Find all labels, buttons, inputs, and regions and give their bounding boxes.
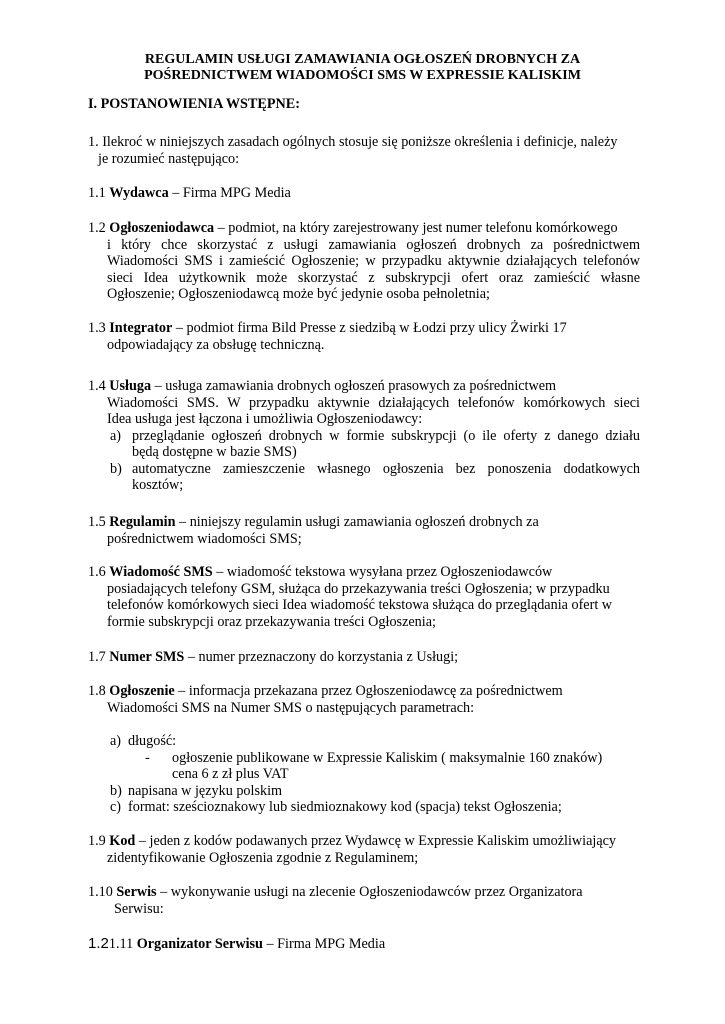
item-text: – usługa zamawiania drobnych ogłoszeń prasowych za pośrednictwem <box>151 378 557 394</box>
dash-label: - <box>145 749 150 766</box>
item-line: Wiadomości SMS i zamieścić Ogłoszenie; w przypadku aktywnie działających telefonów <box>107 253 640 269</box>
sub-item-dash <box>88 750 640 783</box>
intro-line-2: je rozumieć następująco: <box>98 150 240 167</box>
document-title <box>90 52 635 84</box>
definition-1-6 <box>88 564 640 630</box>
sub-item-a <box>88 428 640 461</box>
item-number: 1.8 <box>88 683 110 699</box>
item-text: – informacja przekazana przez Ogłoszeniodawcę za pośrednictwem <box>174 683 563 699</box>
sub-item-label: a) <box>110 733 122 749</box>
item-line: posiadających telefony GSM, służąca do przekazywania treści Ogłoszenia; w przypadku <box>107 580 610 597</box>
item-text: – podmiot, na który zarejestrowany jest numer telefonu komórkowego <box>214 220 618 236</box>
sub-item-label: c) <box>110 799 122 815</box>
item-line: Wiadomości SMS na Numer SMS o następujących parametrach: <box>107 699 475 716</box>
sub-item-line: długość: <box>128 733 177 749</box>
item-line: Ogłoszenie; Ogłoszeniodawcą może być jedynie osoba pełnoletnia; <box>107 286 490 302</box>
item-text: – numer przeznaczony do korzystania z Usługi; <box>184 649 459 665</box>
definition-1-10 <box>88 884 640 917</box>
item-text: – Firma MPG Media <box>262 936 386 952</box>
list-prefix: 1.2 <box>88 935 109 952</box>
item-term: Numer SMS <box>109 649 185 665</box>
dash-line: ogłoszenie publikowane w Expressie Kaliskim ( maksymalnie 160 znaków) <box>172 749 603 766</box>
definition-1-2 <box>88 220 640 303</box>
item-term: Wydawca <box>109 185 169 201</box>
item-number: 1.2 <box>88 220 110 236</box>
item-term: Serwis <box>116 884 157 900</box>
item-text: – niniejszy regulamin usługi zamawiania ogłoszeń drobnych za <box>175 514 539 530</box>
definition-1-11 <box>88 936 640 953</box>
item-line: telefonów komórkowych sieci Idea wiadomość tekstowa służąca do przeglądania ofert w <box>107 597 613 613</box>
item-number: 1.11 <box>108 936 137 952</box>
item-number: 1.7 <box>88 649 110 665</box>
item-number: 1.10 <box>88 884 117 900</box>
definition-1-5 <box>88 514 640 547</box>
item-text: – jeden z kodów podawanych przez Wydawcę w Expressie Kaliskim umożliwiający <box>135 833 617 849</box>
sub-item-c <box>88 799 640 816</box>
item-line: sieci Idea użytkownik może skorzystać z subskrypcji ofert oraz zamieścić własne <box>107 269 640 286</box>
sub-item-b <box>88 783 640 800</box>
sub-item-line: format: sześcioznakowy lub siedmioznakowy kod (spacja) tekst Ogłoszenia; <box>128 799 562 815</box>
item-line: odpowiadający za obsługę techniczną. <box>107 336 325 353</box>
item-number: 1.4 <box>88 378 110 394</box>
definition-1-8 <box>88 683 640 816</box>
item-number: 1.5 <box>88 514 110 530</box>
intro-paragraph <box>88 134 640 167</box>
item-number: 1.6 <box>88 564 110 580</box>
definition-1-4 <box>88 378 640 494</box>
sub-item-a <box>88 733 640 750</box>
item-line: formie subskrypcji oraz przekazywania treści Ogłoszenia; <box>107 613 436 630</box>
item-number: 1.9 <box>88 833 110 849</box>
dash-line: cena 6 z zł plus VAT <box>172 766 289 782</box>
sub-item-line: kosztów; <box>132 477 184 493</box>
definition-1-7 <box>88 649 640 666</box>
item-term: Ogłoszeniodawca <box>109 220 215 236</box>
definition-1-9 <box>88 833 640 866</box>
sub-item-label: a) <box>110 427 122 444</box>
sub-item-line: będą dostępne w bazie SMS) <box>132 444 297 460</box>
item-term: Usługa <box>109 378 152 394</box>
title-line-2: POŚREDNICTWEM WIADOMOŚCI SMS W EXPRESSIE KALISKIM <box>144 68 581 83</box>
item-text: – Firma MPG Media <box>168 185 291 201</box>
sub-item-line: napisana w języku polskim <box>128 782 283 799</box>
sub-item-b <box>88 461 640 494</box>
sub-item-line: automatyczne zamieszczenie własnego ogłoszenia bez ponoszenia dodatkowych <box>132 460 640 477</box>
title-line-1: REGULAMIN USŁUGI ZAMAWIANIA OGŁOSZEŃ DROBNYCH ZA <box>144 52 581 67</box>
section-heading <box>88 96 640 113</box>
item-text: – wykonywanie usługi na zlecenie Ogłoszeniodawców przez Organizatora <box>156 884 583 900</box>
item-line: Idea usługa jest łączona i umożliwia Ogłoszeniodawcy: <box>107 411 423 427</box>
section-heading-text: I. POSTANOWIENIA WSTĘPNE: <box>88 96 300 112</box>
item-number: 1.1 <box>88 185 110 201</box>
intro-line-1: 1. Ilekroć w niniejszych zasadach ogólnych stosuje się poniższe określenia i definicje, należy <box>88 134 618 150</box>
item-line: i który chce skorzystać z usługi zamawiania ogłoszeń drobnych za pośrednictwem <box>107 236 640 253</box>
definition-1-1 <box>88 185 640 202</box>
item-term: Ogłoszenie <box>109 683 175 699</box>
item-term: Regulamin <box>109 514 176 530</box>
item-term: Integrator <box>109 320 173 336</box>
item-line: Wiadomości SMS. W przypadku aktywnie działających telefonów komórkowych sieci <box>107 394 640 411</box>
item-term: Organizator Serwisu <box>136 936 263 952</box>
item-text: – wiadomość tekstowa wysyłana przez Ogłoszeniodawców <box>212 564 553 580</box>
definition-1-3 <box>88 320 640 353</box>
item-term: Kod <box>109 833 136 849</box>
sub-item-line: przeglądanie ogłoszeń drobnych w formie subskrypcji (o ile oferty z danego działu <box>132 427 640 444</box>
item-line: zidentyfikowanie Ogłoszenia zgodnie z Regulaminem; <box>107 849 419 866</box>
item-line: Serwisu: <box>114 900 164 917</box>
item-number: 1.3 <box>88 320 110 336</box>
sub-item-label: b) <box>110 460 122 477</box>
item-text: – podmiot firma Bild Presse z siedzibą w Łodzi przy ulicy Żwirki 17 <box>172 320 567 336</box>
item-term: Wiadomość SMS <box>109 564 213 580</box>
sub-item-label: b) <box>110 782 122 799</box>
item-line: pośrednictwem wiadomości SMS; <box>107 530 302 547</box>
